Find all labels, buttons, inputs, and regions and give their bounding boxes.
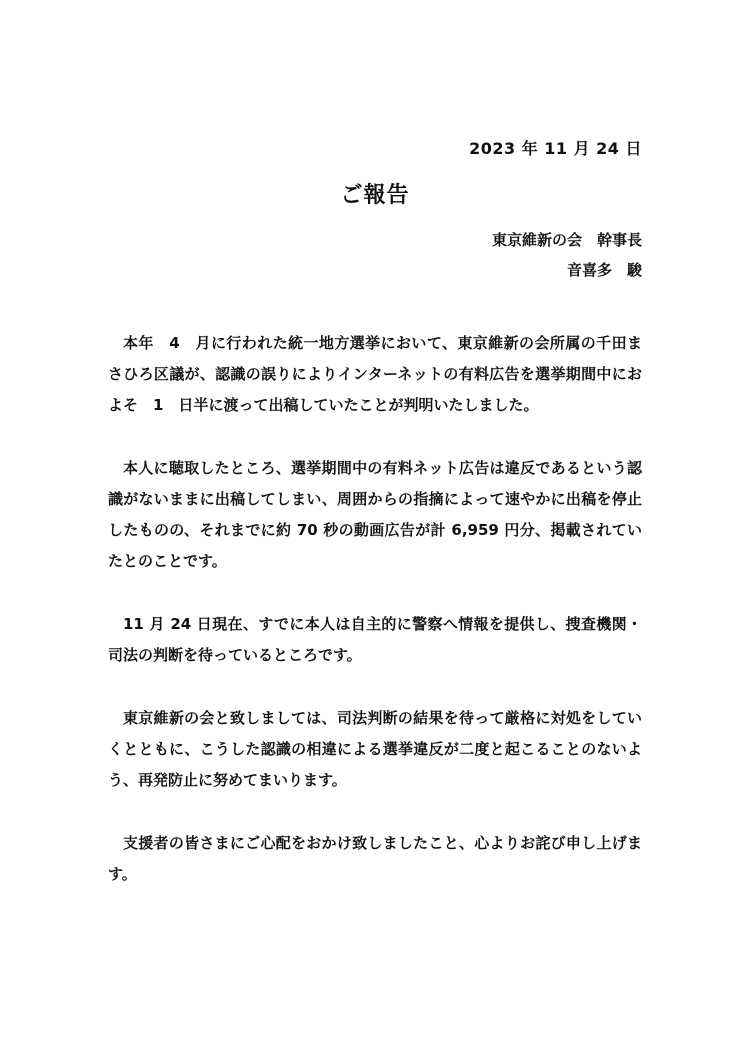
paragraph-response: 東京維新の会と致しましては、司法判断の結果を待って厳格に対処をしていくとともに、こうした認識の相違による選挙違反が二度と起こることのないよう、再発防止に努めてまいります。 [108,709,642,789]
paragraph-hearing: 本人に聴取したところ、選挙期間中の有料ネット広告は違反であるという認識がないままに出稿してしまい、周囲からの指摘によって速やかに出稿を停止したものの、それまでに約 70 秒の動画広告が計 6,959 円分、掲載されていたとのことです。 [108,459,642,570]
paragraph-incident: 本年 4 月に行われた統一地方選挙において、東京維新の会所属の千田まさひろ区議が、認識の誤りによりインターネットの有料広告を選挙期間中におよそ 1 日半に渡って出稿していたことが判明いたしました。 [108,334,642,414]
author-name: 音喜多 駿 [566,261,642,279]
document-date: 2023 年 11 月 24 日 [469,139,642,158]
document-title: ご報告 [340,183,410,208]
document-body [108,328,642,922]
paragraph-apology: 支援者の皆さまにご心配をおかけ致しましたこと、心よりお詫び申し上げます。 [108,834,642,883]
author-organization-role: 東京維新の会 幹事長 [491,231,642,249]
paragraph-current-status: 11 月 24 日現在、すでに本人は自主的に警察へ情報を提供し、捜査機関・司法の判断を待っているところです。 [108,615,642,664]
